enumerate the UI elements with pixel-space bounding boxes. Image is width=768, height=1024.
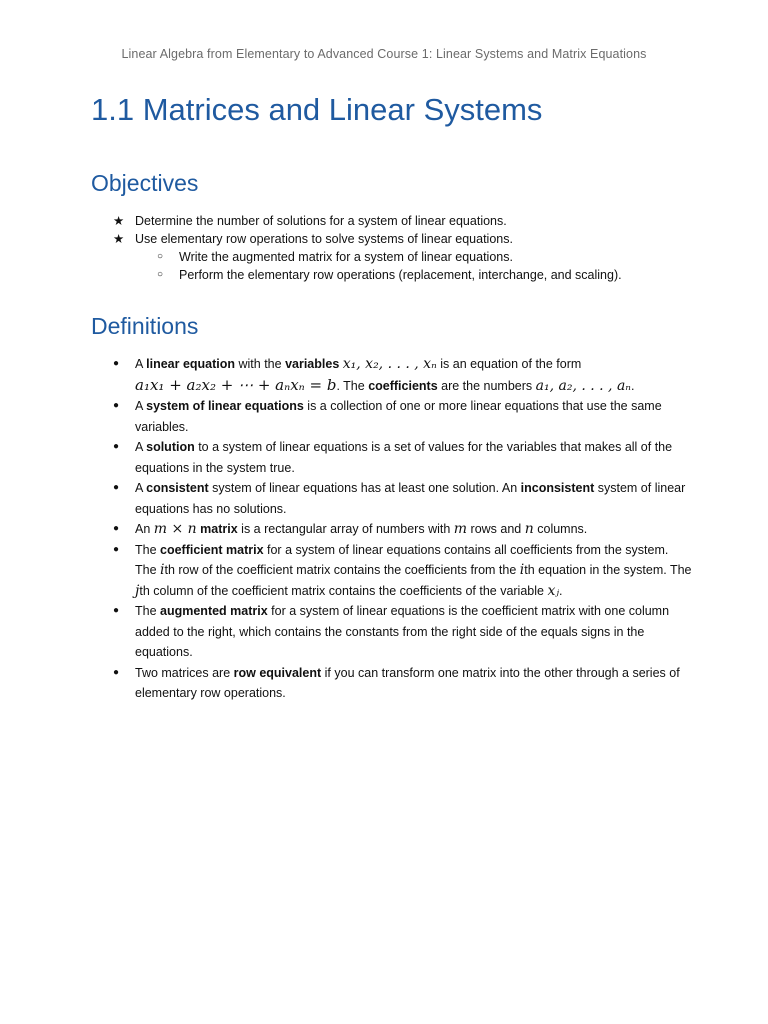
objective-item [113, 212, 693, 230]
definitions-heading: Definitions [91, 313, 199, 339]
definition-linear-equation: ● A linear equation with the variables x₁, x₂, . . . , xₙ is an equation of the form a₁x₁ + a₂x₂ + ⋯ + aₙxₙ = b. The coefficients are the numbers a₁, a₂, . . . , aₙ. [113, 354, 693, 396]
term-coefficients: coefficients [368, 378, 438, 393]
circle-bullet-icon: ○ [157, 269, 164, 280]
term-consistent: consistent [146, 481, 209, 495]
dot-bullet-icon: ● [113, 441, 120, 452]
math-coefficients: a₁, a₂, . . . , aₙ [535, 377, 631, 394]
dot-bullet-icon: ● [113, 543, 120, 555]
objective-subitem [113, 248, 693, 266]
term-system: system of linear equations [146, 399, 304, 413]
objective-subtext: Perform the elementary row operations (replacement, interchange, and scaling). [179, 268, 622, 282]
definition-solution: ● A solution to a system of linear equations is a set of values for the variables that makes all of the equations in the system true. [113, 437, 693, 478]
dot-bullet-icon: ● [113, 482, 120, 493]
term-augmented-matrix: augmented matrix [160, 604, 268, 618]
definition-matrix: ● An m × n matrix is a rectangular array of numbers with m rows and n columns. [113, 519, 693, 540]
circle-bullet-icon: ○ [157, 251, 164, 262]
objectives-list [113, 212, 693, 284]
definition-row-equivalent: ● Two matrices are row equivalent if you can transform one matrix into the other through a series of elementary row operations. [113, 663, 693, 704]
term-coefficient-matrix: coefficient matrix [160, 542, 264, 557]
term-matrix: matrix [196, 522, 238, 536]
dot-bullet-icon: ● [113, 605, 120, 616]
dot-bullet-icon: ● [113, 666, 120, 678]
objective-text: Determine the number of solutions for a system of linear equations. [135, 214, 507, 228]
term-variables: variables [285, 357, 340, 371]
definition-coefficient-matrix: ● The coefficient matrix for a system of linear equations contains all coefficients from the system. The ith row of the coefficient matrix contains the coefficients from the ith equation in the system. The jth column of the coefficient matrix contains the coefficients of the variable xⱼ. [113, 540, 693, 602]
definition-augmented-matrix: ● The augmented matrix for a system of linear equations is the coefficient matrix with one column added to the right, which contains the constants from the right side of the equals signs in the equations. [113, 601, 693, 663]
objective-subtext: Write the augmented matrix for a system of linear equations. [179, 250, 513, 264]
definition-system: ● A system of linear equations is a collection of one or more linear equations that use the same variables. [113, 396, 693, 437]
term-linear-equation: linear equation [146, 357, 236, 371]
running-header: Linear Algebra from Elementary to Advanced Course 1: Linear Systems and Matrix Equations [121, 47, 647, 61]
dot-bullet-icon: ● [113, 523, 120, 534]
math-linear-equation: a₁x₁ + a₂x₂ + ⋯ + aₙxₙ = b [135, 375, 337, 394]
objectives-heading: Objectives [91, 170, 199, 196]
term-row-equivalent: row equivalent [233, 665, 322, 680]
math-variables: x₁, x₂, . . . , xₙ [342, 356, 437, 372]
star-bullet-icon: ★ [113, 214, 125, 228]
objective-subitem [113, 266, 693, 284]
definition-consistent: ● A consistent system of linear equations has at least one solution. An inconsistent system of linear equations has no solutions. [113, 478, 693, 519]
math-xj: xⱼ [547, 582, 560, 599]
dot-bullet-icon: ● [113, 358, 120, 369]
objective-text: Use elementary row operations to solve systems of linear equations. [135, 232, 513, 246]
math-m-by-n: m × n [153, 521, 197, 537]
star-bullet-icon: ★ [113, 232, 125, 246]
term-inconsistent: inconsistent [520, 481, 595, 495]
definitions-list [113, 354, 693, 704]
dot-bullet-icon: ● [113, 400, 120, 411]
term-solution: solution [146, 440, 195, 454]
page-title: 1.1 Matrices and Linear Systems [91, 92, 543, 127]
objective-item [113, 230, 693, 248]
